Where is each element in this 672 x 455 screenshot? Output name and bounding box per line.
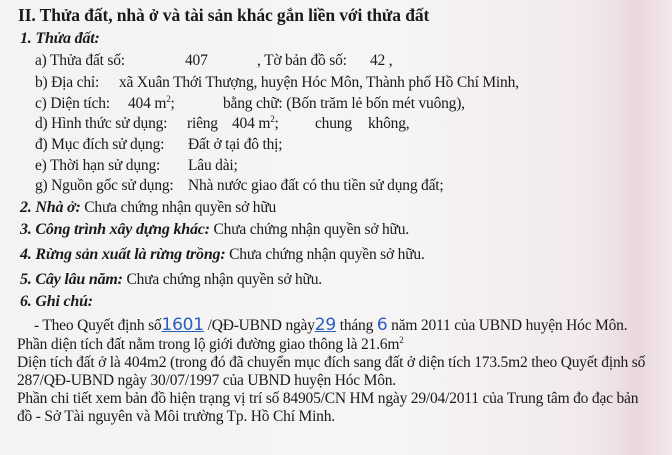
note-line-2: Phần diện tích đất nằm trong lộ giới đường giao thông là $21.6m^2$ xyxy=(17,334,404,353)
purpose-value: Đất ở tại đô thị; xyxy=(188,136,283,153)
forest-heading: 4. Rừng sản xuất là rừng trồng: xyxy=(20,246,226,263)
construction-value: Chưa chứng nhận quyền sở hữu. xyxy=(213,221,409,238)
purpose-label: đ) Mục đích sử dụng: xyxy=(35,136,165,153)
note-decision-suffix: năm 2011 của UBND huyện Hóc Môn. xyxy=(391,317,628,334)
note-decision-prefix: - Theo Quyết định số xyxy=(34,317,162,334)
forest-value: Chưa chứng nhận quyền sở hữu. xyxy=(229,246,425,263)
trees-row xyxy=(20,271,322,289)
area-label: c) Diện tích: xyxy=(35,95,110,112)
private-value: 404 m xyxy=(232,115,271,132)
term-label: e) Thời hạn sử dụng: xyxy=(35,157,161,174)
origin-label: g) Nguồn gốc sử dụng: xyxy=(35,177,174,194)
usage-form-label: d) Hình thức sử dụng: xyxy=(35,115,168,132)
address-value: xã Xuân Thới Thượng, huyện Hóc Môn, Thành phố Hồ Chí Minh, xyxy=(119,74,519,91)
note-month-label: tháng xyxy=(339,317,374,334)
area-row: c) Diện tích: 404 $m^2$; bằng chữ: (Bốn trăm lẻ bốn mét vuông), xyxy=(35,93,465,112)
construction-row xyxy=(20,221,409,239)
section-title: II. Thửa đất, nhà ở và tài sản khác gắn liền với thửa đất xyxy=(18,5,430,25)
area-words: bằng chữ: (Bốn trăm lẻ bốn mét vuông), xyxy=(223,95,465,112)
term-value: Lâu dài; xyxy=(188,157,238,174)
area-unit: m xyxy=(154,95,167,112)
house-value: Chưa chứng nhận quyền sở hữu xyxy=(84,199,277,216)
note-decision-mid: /QĐ-UBND ngày xyxy=(207,317,315,334)
house-heading: 2. Nhà ở: xyxy=(20,199,81,216)
note-line-3: Diện tích đất ở là 404m2 (trong đó đã chuyển mục đích sang đất ở diện tích 173.5m2 theo Quyết định số xyxy=(17,354,646,371)
decision-day-handwritten: 29 xyxy=(314,315,337,335)
map-sheet-label: , Tờ bản đồ số: xyxy=(257,52,347,69)
note-line-4: 287/QĐ-UBND ngày 30/07/1997 của UBND huyện Hóc Môn. xyxy=(17,372,396,389)
purpose-row xyxy=(35,136,283,154)
map-sheet-number: 42 , xyxy=(370,52,393,69)
decision-number-handwritten: 1601 xyxy=(161,315,204,335)
house-row xyxy=(20,199,276,217)
notes-heading: 6. Ghi chú: xyxy=(20,293,93,310)
land-parcel-row xyxy=(35,52,393,70)
parcel-number: 407 xyxy=(185,52,208,69)
origin-row xyxy=(35,177,444,195)
trees-value: Chưa chứng nhận quyền sở hữu. xyxy=(126,271,322,288)
note-line-1 xyxy=(34,316,627,335)
land-heading: 1. Thửa đất: xyxy=(20,30,100,47)
forest-row xyxy=(20,246,425,264)
shared-value: không, xyxy=(368,115,410,132)
note-road-area: Phần diện tích đất nằm trong lộ giới đường giao thông là 21.6m xyxy=(17,336,400,353)
address-label: b) Địa chỉ: xyxy=(35,74,100,91)
shared-label: chung xyxy=(315,115,352,132)
private-label: riêng xyxy=(187,115,218,132)
note-line-5: Phần chi tiết xem bản đồ hiện trạng vị trí số 84905/CN HM ngày 29/04/2011 của Trung tâm đo đạc bản xyxy=(17,390,639,407)
origin-value: Nhà nước giao đất có thu tiền sử dụng đất; xyxy=(188,177,444,194)
usage-form-row: d) Hình thức sử dụng: riêng 404 $m^2$; chung không, xyxy=(35,113,410,132)
parcel-label: a) Thửa đất số: xyxy=(35,52,125,69)
area-value: 404 xyxy=(128,95,151,112)
decision-month-handwritten: 6 xyxy=(376,315,388,335)
term-row xyxy=(35,157,238,175)
note-line-6: đồ - Sở Tài nguyên và Môi trường Tp. Hồ Chí Minh. xyxy=(17,408,335,425)
trees-heading: 5. Cây lâu năm: xyxy=(20,271,123,288)
construction-heading: 3. Công trình xây dựng khác: xyxy=(20,221,210,238)
address-row xyxy=(35,74,519,92)
